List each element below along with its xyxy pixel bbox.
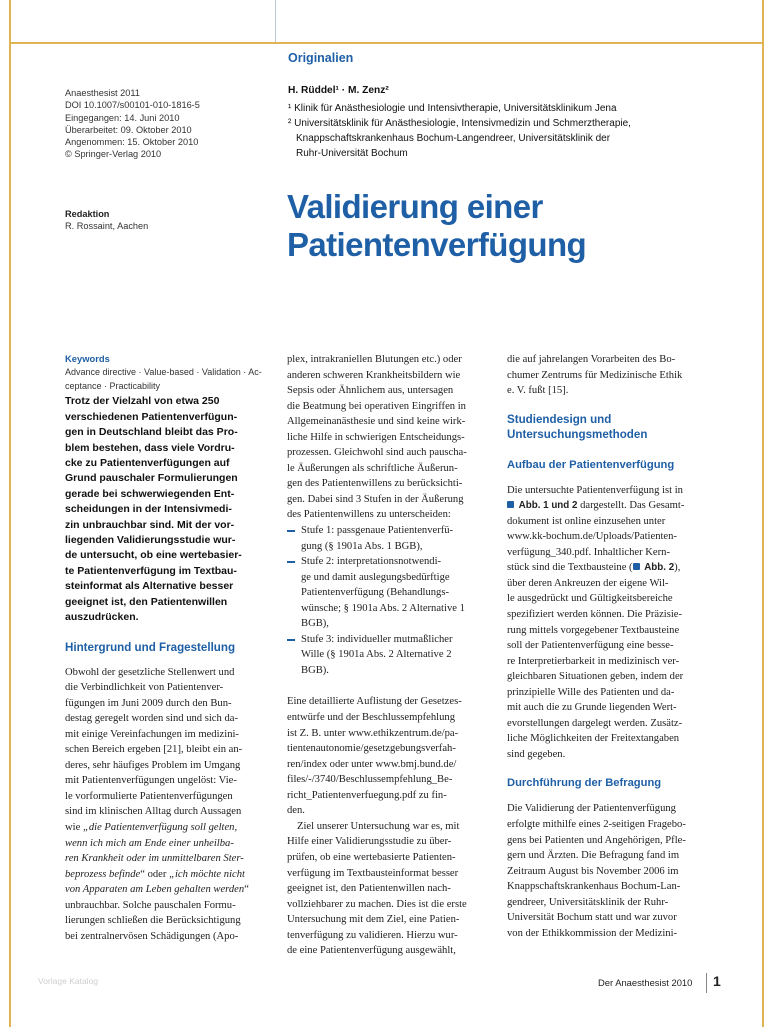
- heading-durchfuehrung: Durchführung der Befragung: [507, 777, 662, 790]
- body-line: sind im klinischen Alltag durch Aussagen: [65, 806, 242, 818]
- title-line-1: Validierung einer: [287, 188, 543, 225]
- body-line: die Verbindlichkeit von Patientenver-: [65, 682, 224, 694]
- body-line: die auf jahrelangen Vorarbeiten des Bo-: [507, 354, 676, 365]
- footer-separator: [706, 973, 707, 993]
- abstract-line: de untersucht, ob eine wertebasier-: [65, 549, 242, 562]
- affiliations: [288, 101, 718, 161]
- section-label: Originalien: [288, 51, 354, 65]
- abstract-line: gerade bei schwerwiegenden Ent-: [65, 487, 235, 500]
- abstract-line: auszudrücken.: [65, 611, 139, 624]
- body-line: destag geregelt worden sind und sich da-: [65, 713, 238, 725]
- body-durchfuehrung: [507, 801, 709, 941]
- body-line: gens bei Patienten und Angehörigen, Pfle-: [507, 834, 686, 846]
- body-line: geeignet ist, den Patientenwillen nach-: [287, 883, 451, 895]
- body-line: stück sind die Textbausteine ( Abb. 2),: [507, 562, 681, 574]
- frame-left-line: [9, 42, 11, 1027]
- bullet-item-line: ge und damit auslegungsbedürftige: [301, 571, 450, 583]
- body-line: liche Möglichkeiten der Freitextangaben: [507, 733, 680, 745]
- body-line: wenn ich mich am Ende einer unheilba-: [65, 837, 234, 849]
- page-number: 1: [713, 973, 721, 989]
- meta-copyright: © Springer-Verlag 2010: [65, 149, 162, 160]
- body-col2-para3: [287, 819, 489, 959]
- abstract-line: zin unbrauchbar sind. Mit der vor-: [65, 518, 235, 531]
- frame-top-right: [762, 0, 764, 44]
- body-line: spezifiziert werden können. Die Präzisie-: [507, 609, 683, 621]
- body-line: mit Patientenverfügungen ungelöst: Vie-: [65, 775, 237, 787]
- body-line: gen des Patientenwillens zu berücksichti-: [287, 478, 463, 490]
- article-title: [287, 188, 586, 264]
- body-line: ren Krankheit oder im unmittelbaren Ster-: [65, 853, 244, 865]
- article-meta: [65, 87, 275, 161]
- body-line: dokument ist online einzusehen unter: [507, 515, 666, 527]
- body-line: soll der Patientenverfügung eine besse-: [507, 640, 674, 652]
- column-3: [507, 352, 709, 941]
- body-line: Allgemeinanästhesie und sind keine wirk-: [287, 416, 466, 428]
- body-line: von der Ethikkommission der Medizini-: [507, 927, 678, 939]
- body-line: erfolgte mithilfe eines 2-seitigen Fragebo-: [507, 819, 686, 831]
- body-line: die Beatmung bei operativen Eingriffen in: [287, 400, 466, 412]
- body-line: mit einige Vereinfachungen im medizini-: [65, 728, 239, 740]
- body-line: le vorformulierte Patientenverfügungen: [65, 790, 233, 802]
- body-line: gendreer, Universitätsklinik der Ruhr-: [507, 896, 669, 908]
- body-line: gen. Dabei sind 3 Stufen in der Äußerung: [287, 493, 464, 505]
- heading-line: Studiendesign und: [507, 412, 612, 426]
- body-line: Abb. 1 und 2 dargestellt. Das Gesamt-: [507, 498, 709, 514]
- heading-studiendesign: [507, 412, 709, 442]
- heading-hintergrund: Hintergrund und Fragestellung: [65, 640, 236, 654]
- body-aufbau: [507, 483, 709, 763]
- authors: H. Rüddel¹ · M. Zenz²: [288, 85, 389, 96]
- body-line: mit auch die zu Grunde liegenden Wert-: [507, 702, 677, 714]
- keywords-text: [65, 365, 271, 393]
- column-2: [287, 352, 489, 959]
- bullet-dash-icon: [287, 561, 295, 563]
- abstract-line: te Patientenverfügung im Textbau-: [65, 564, 237, 577]
- body-line: le Äußerungen als schriftliche Äußerun-: [287, 462, 458, 474]
- body-line: schen Bereich ergeben [21], bleibt ein an-: [65, 744, 243, 756]
- body-line: sind gegeben.: [507, 748, 566, 760]
- body-line: www.kk-bochum.de/Uploads/Patienten-: [507, 531, 677, 543]
- body-line: Sepsis oder Ähnlichem aus, untersagen: [287, 385, 454, 397]
- body-line: evorstellungen dargelegt werden. Zusätz-: [507, 717, 683, 729]
- keywords-line: Advance directive · Value-based · Validation · Ac-: [65, 367, 262, 377]
- body-line: Eine detaillierte Auflistung der Gesetzes-: [287, 696, 462, 708]
- body-line: ist Z. B. unter www.ethikzentrum.de/pa-: [287, 727, 459, 739]
- body-col2-top: [287, 352, 489, 523]
- abstract: [65, 394, 271, 625]
- bullet-item-line: Wille (§ 1901a Abs. 2 Alternative 2: [301, 649, 452, 661]
- bullet-item-line: wünsche; § 1901a Abs. 2 Alternative 1: [301, 602, 465, 614]
- body-line: files/-/3740/Beschlussempfehlung_Be-: [287, 774, 453, 786]
- bullet-item-line: gung (§ 1901a Abs. 1 BGB),: [301, 540, 423, 552]
- bullet-list: [287, 523, 489, 678]
- abstract-line: blem bestehen, dass viele Vordru-: [65, 441, 235, 454]
- body-line: fügungen im Juni 2009 durch den Bun-: [65, 697, 232, 709]
- body-line: beprozess befinde“ oder „ich möchte nicht: [65, 868, 245, 880]
- bullet-item-line: Stufe 3: individueller mutmaßlicher: [287, 632, 489, 648]
- body-col3-top: [507, 352, 709, 399]
- abstract-line: verschiedenen Patientenverfügun-: [65, 410, 238, 423]
- body-line: über deren Ankreuzen der eigene Wil-: [507, 577, 669, 589]
- abstract-line: liegenden Validierungsstudie wur-: [65, 534, 236, 547]
- body-line: re Interpretierbarkeit in medizinisch ver-: [507, 655, 680, 667]
- meta-accepted: Angenommen: 15. Oktober 2010: [65, 137, 199, 148]
- body-line: Untersuchung mit dem Ziel, eine Patien-: [287, 914, 460, 926]
- bullet-dash-icon: [287, 639, 295, 641]
- watermark: Vorlage Katalog: [38, 976, 99, 986]
- bullet-item-line: BGB),: [301, 618, 329, 630]
- body-line: prozessen. Gleichwohl sind auch pauscha-: [287, 447, 467, 459]
- body-line: e. V. fußt [15].: [507, 385, 569, 397]
- body-line: entwürfe und der Beschlussempfehlung: [287, 712, 455, 724]
- footer-journal: Der Anaesthesist 2010: [598, 977, 693, 988]
- frame-top-left: [9, 0, 11, 44]
- body-line: gern und Ärzten. Die Befragung fand im: [507, 850, 680, 862]
- affiliation-2-cont: Knappschaftskrankenhaus Bochum-Langendreer, Universitätsklinik der: [296, 133, 611, 144]
- figure-ref-icon: [633, 563, 640, 570]
- body-line: Zeitraum August bis November 2006 im: [507, 865, 679, 877]
- affiliation-1: ¹ Klinik für Anästhesiologie und Intensivtherapie, Universitätsklinikum Jena: [288, 103, 617, 114]
- body-line: verfügung_340.pdf. Inhaltlicher Kern-: [507, 546, 670, 558]
- body-line: Knappschaftskrankenhaus Bochum-Lan-: [507, 881, 681, 893]
- figure-ref-icon: [507, 501, 514, 508]
- body-line: unbrauchbar. Solche pauschalen Formu-: [65, 899, 236, 911]
- body-line: richt_Patientenverfuegung.pdf zu fin-: [287, 789, 447, 801]
- body-line: tenverfügung zu validieren. Hierzu wur-: [287, 929, 458, 941]
- abstract-line: Trotz der Vielzahl von etwa 250: [65, 395, 220, 408]
- body-line: liche Hilfe in schwierigen Entscheidungs-: [287, 431, 465, 443]
- affiliation-2-cont2: Ruhr-Universität Bochum: [296, 148, 408, 159]
- redaktion: [65, 208, 148, 233]
- figure-ref-1[interactable]: Abb. 1 und 2: [518, 500, 578, 512]
- abstract-line: steinformat als Alternative besser: [65, 580, 234, 593]
- meta-revised: Überarbeitet: 09. Oktober 2010: [65, 124, 192, 135]
- body-line: anderen schweren Krankheitsbildern wie: [287, 369, 461, 381]
- bullet-item-line: Stufe 2: interpretationsnotwendi-: [287, 554, 489, 570]
- body-line: des Patientenwillens zu unterscheiden:: [287, 509, 451, 521]
- body-line: Ziel unserer Untersuchung war es, mit: [297, 820, 460, 832]
- body-line: bei zentralnervösen Schädigungen (Apo-: [65, 930, 239, 942]
- body-line: Die Validierung der Patientenverfügung: [507, 803, 676, 815]
- bullet-item-line: BGB).: [301, 664, 329, 676]
- frame-right-line: [762, 42, 764, 1027]
- affiliation-2: ² Universitätsklinik für Anästhesiologie, Intensivmedizin und Schmerztherapie,: [288, 118, 631, 129]
- body-line: deres, sehr häufiges Problem im Umgang: [65, 759, 241, 771]
- meta-received: Eingegangen: 14. Juni 2010: [65, 112, 180, 123]
- meta-journal: Anaesthesist 2011: [65, 88, 140, 98]
- body-line: wie „die Patientenverfügung soll gelten,: [65, 821, 238, 833]
- bullet-item-line: Stufe 1: passgenaue Patientenverfü-: [287, 523, 489, 539]
- body-line: chumer Zentrums für Medizinische Ethik: [507, 369, 683, 381]
- bullet-item-line: Patientenverfügung (Behandlungs-: [301, 587, 449, 599]
- abstract-line: scheidungen in der Intensivmedi-: [65, 503, 232, 516]
- redaktion-label: Redaktion: [65, 209, 110, 219]
- bullet-dash-icon: [287, 530, 295, 532]
- body-line: vollziehbarer zu machen. Dies ist die erste: [287, 898, 467, 910]
- abstract-line: gen in Deutschland bleibt das Pro-: [65, 426, 238, 439]
- body-line: von Apparaten am Leben gehalten werden“: [65, 884, 249, 896]
- abstract-line: geeignet ist, den Patientenwillen: [65, 595, 228, 608]
- body-col2-para2: [287, 694, 489, 818]
- body-line: le ausgedrückt und Gültigkeitsbereiche: [507, 593, 673, 605]
- column-1: [65, 352, 271, 944]
- body-hintergrund: [65, 665, 271, 945]
- body-line: prüfen, ob eine wertebasierte Patienten-: [287, 851, 456, 863]
- body-line: plex, intrakraniellen Blutungen etc.) oder: [287, 354, 462, 365]
- body-line: gleichbaren Situationen geben, indem der: [507, 671, 684, 683]
- abstract-line: Grund pauschaler Formulierungen: [65, 472, 238, 485]
- meta-doi: DOI 10.1007/s00101-010-1816-5: [65, 100, 200, 111]
- body-line: Die untersuchte Patientenverfügung ist in: [507, 484, 683, 496]
- redaktion-name: R. Rossaint, Aachen: [65, 221, 149, 232]
- body-line: rung mittels vorgegebener Textbausteine: [507, 624, 680, 636]
- frame-top-line: [9, 42, 764, 44]
- keywords-line: ceptance · Practicability: [65, 381, 161, 392]
- title-line-2: Patientenverfügung: [287, 226, 587, 263]
- header-divider: [275, 0, 276, 42]
- heading-aufbau: Aufbau der Patientenverfügung: [507, 458, 675, 471]
- abstract-line: cke zu Patientenverfügungen auf: [65, 457, 230, 470]
- body-line: ren/index oder unter www.bmj.bund.de/: [287, 758, 457, 770]
- body-line: Universität Bochum statt und war zuvor: [507, 912, 677, 924]
- body-line: verfügung im Textbausteinformat besser: [287, 867, 459, 879]
- body-line: de eine Patientenverfügung ausgewählt,: [287, 945, 456, 957]
- body-line: prinzipielle Wille des Patienten und da-: [507, 686, 675, 698]
- body-line: lierungen schließen die Berücksichtigung: [65, 915, 241, 927]
- body-line: den.: [287, 805, 305, 817]
- body-line: tientenautonomie/gesetzgebungsverfah-: [287, 743, 456, 755]
- keywords-heading: Keywords: [65, 353, 110, 364]
- heading-line: Untersuchungsmethoden: [507, 427, 648, 441]
- figure-ref-2[interactable]: Abb. 2: [644, 562, 675, 574]
- body-line: Hilfe einer Validierungsstudie zu über-: [287, 836, 452, 848]
- body-line: Obwohl der gesetzliche Stellenwert und: [65, 666, 235, 678]
